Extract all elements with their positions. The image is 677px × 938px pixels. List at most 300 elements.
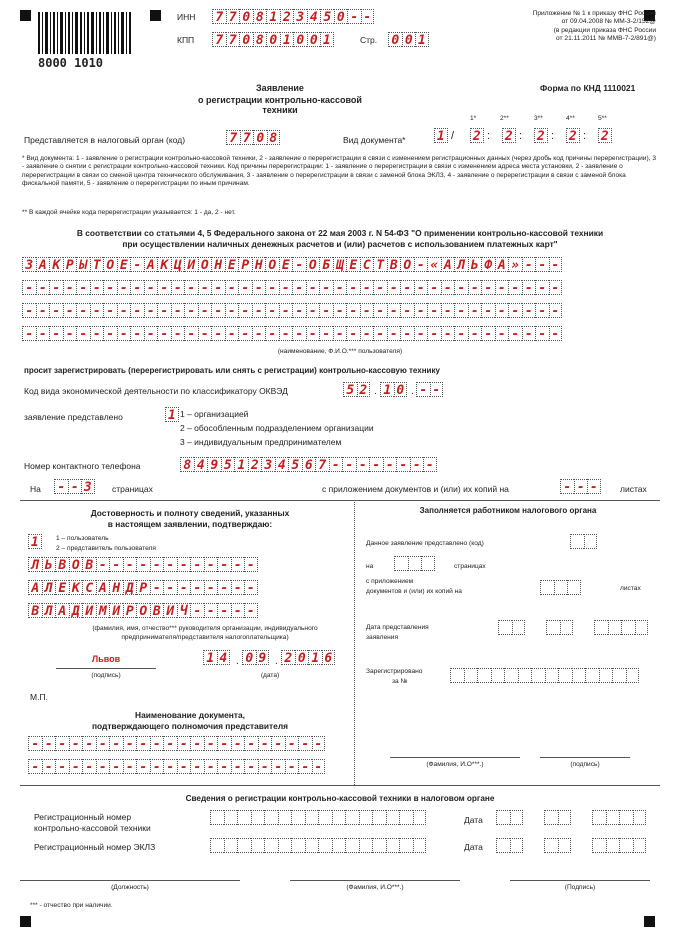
char-cell[interactable] [496,810,510,825]
char-cell[interactable]: - [346,303,360,318]
char-cell[interactable]: - [252,303,266,318]
char-cell[interactable]: - [204,759,218,774]
char-cell[interactable]: К [157,257,171,272]
char-cell[interactable]: - [204,557,218,572]
char-cell[interactable]: М [96,603,110,618]
char-cell[interactable]: - [535,280,549,295]
char-cell[interactable] [413,810,427,825]
char-cell[interactable]: Л [454,257,468,272]
char-cell[interactable]: - [400,280,414,295]
char-cell[interactable]: - [96,759,110,774]
char-cell[interactable]: - [217,603,231,618]
char-cell[interactable]: 2 [280,9,294,24]
char-cell[interactable]: - [123,557,137,572]
char-cell[interactable]: - [373,326,387,341]
char-cell[interactable]: - [103,326,117,341]
char-cell[interactable]: - [298,736,312,751]
char-cell[interactable]: 8 [267,130,281,145]
char-cell[interactable]: - [144,326,158,341]
char-cell[interactable] [332,810,346,825]
char-cell[interactable]: - [184,303,198,318]
char-cell[interactable] [345,810,359,825]
char-cell[interactable]: 5 [320,9,334,24]
char-cell[interactable]: - [265,280,279,295]
char-cell[interactable]: В [387,257,401,272]
char-cell[interactable]: - [454,280,468,295]
char-cell[interactable]: 1 [415,32,429,47]
char-cell[interactable]: - [454,326,468,341]
char-cell[interactable]: 2 [598,128,612,143]
char-cell[interactable]: - [306,303,320,318]
char-cell[interactable]: О [400,257,414,272]
char-cell[interactable] [291,838,305,853]
char-cell[interactable]: - [76,303,90,318]
char-cell[interactable]: 7 [212,32,226,47]
char-cell[interactable] [518,668,532,683]
char-cell[interactable] [599,668,613,683]
char-cell[interactable]: Р [238,257,252,272]
char-cell[interactable]: А [144,257,158,272]
char-cell[interactable]: Ь [42,557,56,572]
char-cell[interactable]: 7 [212,9,226,24]
char-cell[interactable]: Т [373,257,387,272]
char-cell[interactable]: 8 [180,457,194,472]
char-cell[interactable]: - [306,326,320,341]
char-cell[interactable]: - [414,280,428,295]
char-cell[interactable]: - [522,280,536,295]
char-cell[interactable]: Щ [333,257,347,272]
char-cell[interactable]: - [190,557,204,572]
char-cell[interactable]: - [42,736,56,751]
char-cell[interactable]: 1 [28,534,42,549]
char-cell[interactable] [626,668,640,683]
char-cell[interactable]: - [204,603,218,618]
char-cell[interactable]: - [204,736,218,751]
char-cell[interactable] [554,580,568,595]
char-cell[interactable]: - [373,280,387,295]
char-cell[interactable]: - [171,280,185,295]
char-cell[interactable]: - [217,557,231,572]
char-cell[interactable]: - [549,326,563,341]
char-cell[interactable]: - [319,280,333,295]
char-cell[interactable]: Ф [481,257,495,272]
char-cell[interactable] [531,668,545,683]
char-cell[interactable]: Н [109,580,123,595]
char-cell[interactable]: - [346,280,360,295]
char-cell[interactable]: - [184,326,198,341]
char-cell[interactable] [210,838,224,853]
char-cell[interactable]: - [117,326,131,341]
char-cell[interactable]: 7 [315,457,329,472]
char-cell[interactable]: - [383,457,397,472]
char-cell[interactable]: 0 [242,650,256,665]
char-cell[interactable]: А [441,257,455,272]
char-cell[interactable]: - [96,557,110,572]
char-cell[interactable]: О [69,557,83,572]
char-cell[interactable] [278,810,292,825]
char-cell[interactable] [345,838,359,853]
char-cell[interactable] [612,668,626,683]
char-cell[interactable]: - [400,326,414,341]
char-cell[interactable] [251,838,265,853]
char-cell[interactable] [633,810,647,825]
char-cell[interactable]: О [265,257,279,272]
char-cell[interactable]: К [49,257,63,272]
char-cell[interactable]: - [587,479,601,494]
char-cell[interactable]: - [244,557,258,572]
char-cell[interactable] [558,838,572,853]
char-cell[interactable]: - [69,736,83,751]
char-cell[interactable]: А [28,580,42,595]
char-cell[interactable]: И [109,603,123,618]
char-cell[interactable]: - [177,736,191,751]
char-cell[interactable] [224,838,238,853]
char-cell[interactable]: О [198,257,212,272]
char-cell[interactable] [585,668,599,683]
char-cell[interactable]: 5 [288,457,302,472]
char-cell[interactable] [572,668,586,683]
char-cell[interactable]: Ц [171,257,185,272]
char-cell[interactable]: - [163,736,177,751]
char-cell[interactable]: 0 [295,650,309,665]
char-cell[interactable]: А [495,257,509,272]
char-cell[interactable]: - [427,303,441,318]
char-cell[interactable] [512,620,526,635]
char-cell[interactable]: О [136,603,150,618]
char-cell[interactable]: - [225,303,239,318]
char-cell[interactable] [251,810,265,825]
char-cell[interactable]: 1 [280,32,294,47]
char-cell[interactable] [567,580,581,595]
char-cell[interactable]: - [522,326,536,341]
char-cell[interactable] [592,810,606,825]
char-cell[interactable]: - [238,326,252,341]
char-cell[interactable] [237,838,251,853]
char-cell[interactable]: 3 [81,479,95,494]
char-cell[interactable] [558,668,572,683]
char-cell[interactable]: Ь [468,257,482,272]
char-cell[interactable]: - [333,303,347,318]
char-cell[interactable]: - [560,479,574,494]
char-cell[interactable] [264,810,278,825]
char-cell[interactable]: - [69,759,83,774]
char-cell[interactable] [592,838,606,853]
char-cell[interactable]: - [63,280,77,295]
char-cell[interactable] [540,580,554,595]
char-cell[interactable]: - [150,736,164,751]
char-cell[interactable]: - [430,382,444,397]
char-cell[interactable]: - [522,257,536,272]
char-cell[interactable] [504,668,518,683]
char-cell[interactable]: - [481,326,495,341]
char-cell[interactable]: 3 [293,9,307,24]
char-cell[interactable]: - [136,557,150,572]
char-cell[interactable]: С [360,257,374,272]
char-cell[interactable]: - [177,580,191,595]
char-cell[interactable]: - [549,257,563,272]
char-cell[interactable]: Л [42,580,56,595]
char-cell[interactable] [606,810,620,825]
char-cell[interactable] [305,838,319,853]
char-cell[interactable]: - [82,736,96,751]
char-cell[interactable]: - [198,303,212,318]
char-cell[interactable]: 1 [234,457,248,472]
char-cell[interactable]: - [369,457,383,472]
char-cell[interactable]: - [244,603,258,618]
char-cell[interactable]: - [150,557,164,572]
char-cell[interactable] [372,838,386,853]
char-cell[interactable]: - [217,580,231,595]
char-cell[interactable]: А [96,580,110,595]
char-cell[interactable]: - [522,303,536,318]
char-cell[interactable]: - [163,580,177,595]
char-cell[interactable]: - [157,326,171,341]
char-cell[interactable]: 1 [308,650,322,665]
char-cell[interactable]: - [441,280,455,295]
char-cell[interactable]: - [22,326,36,341]
char-cell[interactable]: - [123,759,137,774]
char-cell[interactable]: 1 [165,407,179,422]
char-cell[interactable] [332,838,346,853]
char-cell[interactable]: 7 [226,9,240,24]
char-cell[interactable]: - [150,580,164,595]
char-cell[interactable]: 6 [322,650,336,665]
char-cell[interactable]: - [217,736,231,751]
char-cell[interactable]: 1 [434,128,448,143]
char-cell[interactable]: » [508,257,522,272]
char-cell[interactable]: - [468,280,482,295]
char-cell[interactable]: - [481,303,495,318]
char-cell[interactable]: 1 [320,32,334,47]
char-cell[interactable]: - [387,326,401,341]
char-cell[interactable]: Л [28,557,42,572]
char-cell[interactable]: - [285,759,299,774]
char-cell[interactable]: 5 [343,382,357,397]
char-cell[interactable]: - [177,759,191,774]
char-cell[interactable]: - [238,303,252,318]
char-cell[interactable]: - [410,457,424,472]
char-cell[interactable]: - [549,280,563,295]
char-cell[interactable]: - [279,280,293,295]
char-cell[interactable]: Е [117,257,131,272]
char-cell[interactable]: - [157,303,171,318]
char-cell[interactable]: - [211,280,225,295]
char-cell[interactable]: - [292,257,306,272]
char-cell[interactable]: Т [90,257,104,272]
char-cell[interactable]: - [103,280,117,295]
char-cell[interactable]: 4 [194,457,208,472]
char-cell[interactable] [496,838,510,853]
char-cell[interactable]: - [468,303,482,318]
char-cell[interactable]: - [90,280,104,295]
char-cell[interactable]: - [231,603,245,618]
char-cell[interactable]: - [244,736,258,751]
char-cell[interactable]: - [361,9,375,24]
char-cell[interactable]: А [36,257,50,272]
char-cell[interactable]: - [55,736,69,751]
char-cell[interactable] [318,810,332,825]
char-cell[interactable]: - [117,303,131,318]
char-cell[interactable]: - [225,326,239,341]
char-cell[interactable] [359,810,373,825]
char-cell[interactable]: 1 [266,9,280,24]
char-cell[interactable]: 1 [380,382,394,397]
char-cell[interactable]: Р [123,603,137,618]
char-cell[interactable]: О [306,257,320,272]
char-cell[interactable]: В [150,603,164,618]
char-cell[interactable]: И [184,257,198,272]
char-cell[interactable]: - [130,280,144,295]
char-cell[interactable]: - [82,759,96,774]
char-cell[interactable]: - [49,326,63,341]
char-cell[interactable]: - [136,759,150,774]
char-cell[interactable]: Е [55,580,69,595]
char-cell[interactable] [510,810,524,825]
char-cell[interactable]: 0 [239,32,253,47]
char-cell[interactable]: 1 [203,650,217,665]
char-cell[interactable]: - [441,303,455,318]
char-cell[interactable]: 0 [307,32,321,47]
char-cell[interactable]: - [123,736,137,751]
char-cell[interactable]: В [55,557,69,572]
char-cell[interactable]: - [468,326,482,341]
char-cell[interactable] [584,534,598,549]
char-cell[interactable]: - [225,280,239,295]
char-cell[interactable]: 8 [253,9,267,24]
char-cell[interactable]: 2 [534,128,548,143]
char-cell[interactable] [510,838,524,853]
char-cell[interactable]: 7 [226,32,240,47]
char-cell[interactable]: - [136,736,150,751]
char-cell[interactable]: - [271,759,285,774]
char-cell[interactable]: Н [252,257,266,272]
char-cell[interactable]: - [109,557,123,572]
char-cell[interactable]: - [258,759,272,774]
char-cell[interactable]: - [508,303,522,318]
char-cell[interactable]: Ч [177,603,191,618]
char-cell[interactable]: - [495,326,509,341]
char-cell[interactable]: - [211,326,225,341]
char-cell[interactable]: - [231,759,245,774]
char-cell[interactable]: - [292,303,306,318]
char-cell[interactable]: А [55,603,69,618]
char-cell[interactable]: - [231,580,245,595]
char-cell[interactable]: 2 [281,650,295,665]
char-cell[interactable]: З [22,257,36,272]
char-cell[interactable]: 0 [266,32,280,47]
char-cell[interactable] [305,810,319,825]
char-cell[interactable]: 4 [217,650,231,665]
char-cell[interactable]: - [265,326,279,341]
char-cell[interactable] [621,620,635,635]
char-cell[interactable]: « [427,257,441,272]
char-cell[interactable] [558,810,572,825]
char-cell[interactable]: - [258,736,272,751]
char-cell[interactable] [399,810,413,825]
char-cell[interactable] [546,620,560,635]
char-cell[interactable]: - [49,303,63,318]
char-cell[interactable]: - [163,557,177,572]
char-cell[interactable]: - [346,326,360,341]
char-cell[interactable]: - [42,759,56,774]
char-cell[interactable]: 4 [275,457,289,472]
char-cell[interactable]: - [414,303,428,318]
char-cell[interactable] [278,838,292,853]
char-cell[interactable]: - [144,280,158,295]
char-cell[interactable]: 8 [253,32,267,47]
char-cell[interactable] [477,668,491,683]
char-cell[interactable]: - [184,280,198,295]
char-cell[interactable]: - [312,759,326,774]
char-cell[interactable]: - [68,479,82,494]
char-cell[interactable] [421,556,435,571]
char-cell[interactable] [560,620,574,635]
char-cell[interactable]: - [535,257,549,272]
char-cell[interactable]: - [63,326,77,341]
char-cell[interactable]: - [55,759,69,774]
char-cell[interactable]: - [76,326,90,341]
char-cell[interactable]: - [76,280,90,295]
char-cell[interactable]: - [90,326,104,341]
char-cell[interactable]: - [387,303,401,318]
char-cell[interactable]: - [63,303,77,318]
char-cell[interactable]: - [144,303,158,318]
char-cell[interactable]: 0 [239,9,253,24]
char-cell[interactable]: Р [63,257,77,272]
char-cell[interactable]: 7 [240,130,254,145]
char-cell[interactable]: 9 [256,650,270,665]
char-cell[interactable]: - [423,457,437,472]
char-cell[interactable]: - [306,280,320,295]
char-cell[interactable]: - [22,303,36,318]
char-cell[interactable]: - [252,326,266,341]
char-cell[interactable] [633,838,647,853]
char-cell[interactable]: - [28,736,42,751]
char-cell[interactable] [386,810,400,825]
char-cell[interactable]: - [190,603,204,618]
char-cell[interactable]: - [204,580,218,595]
char-cell[interactable]: - [109,736,123,751]
char-cell[interactable]: - [481,280,495,295]
char-cell[interactable]: - [22,280,36,295]
char-cell[interactable] [372,810,386,825]
char-cell[interactable]: - [427,326,441,341]
char-cell[interactable] [619,838,633,853]
char-cell[interactable]: - [333,326,347,341]
char-cell[interactable]: - [508,326,522,341]
char-cell[interactable] [619,810,633,825]
char-cell[interactable]: К [69,580,83,595]
char-cell[interactable] [264,838,278,853]
char-cell[interactable] [210,810,224,825]
char-cell[interactable] [399,838,413,853]
char-cell[interactable] [413,838,427,853]
char-cell[interactable]: 2 [470,128,484,143]
char-cell[interactable]: - [414,257,428,272]
char-cell[interactable]: - [454,303,468,318]
char-cell[interactable] [498,620,512,635]
char-cell[interactable]: Б [319,257,333,272]
char-cell[interactable]: 0 [293,32,307,47]
char-cell[interactable]: Р [136,580,150,595]
char-cell[interactable] [318,838,332,853]
char-cell[interactable] [394,556,408,571]
char-cell[interactable] [464,668,478,683]
char-cell[interactable]: 0 [394,382,408,397]
char-cell[interactable]: - [211,303,225,318]
char-cell[interactable]: 4 [307,9,321,24]
char-cell[interactable]: - [163,759,177,774]
